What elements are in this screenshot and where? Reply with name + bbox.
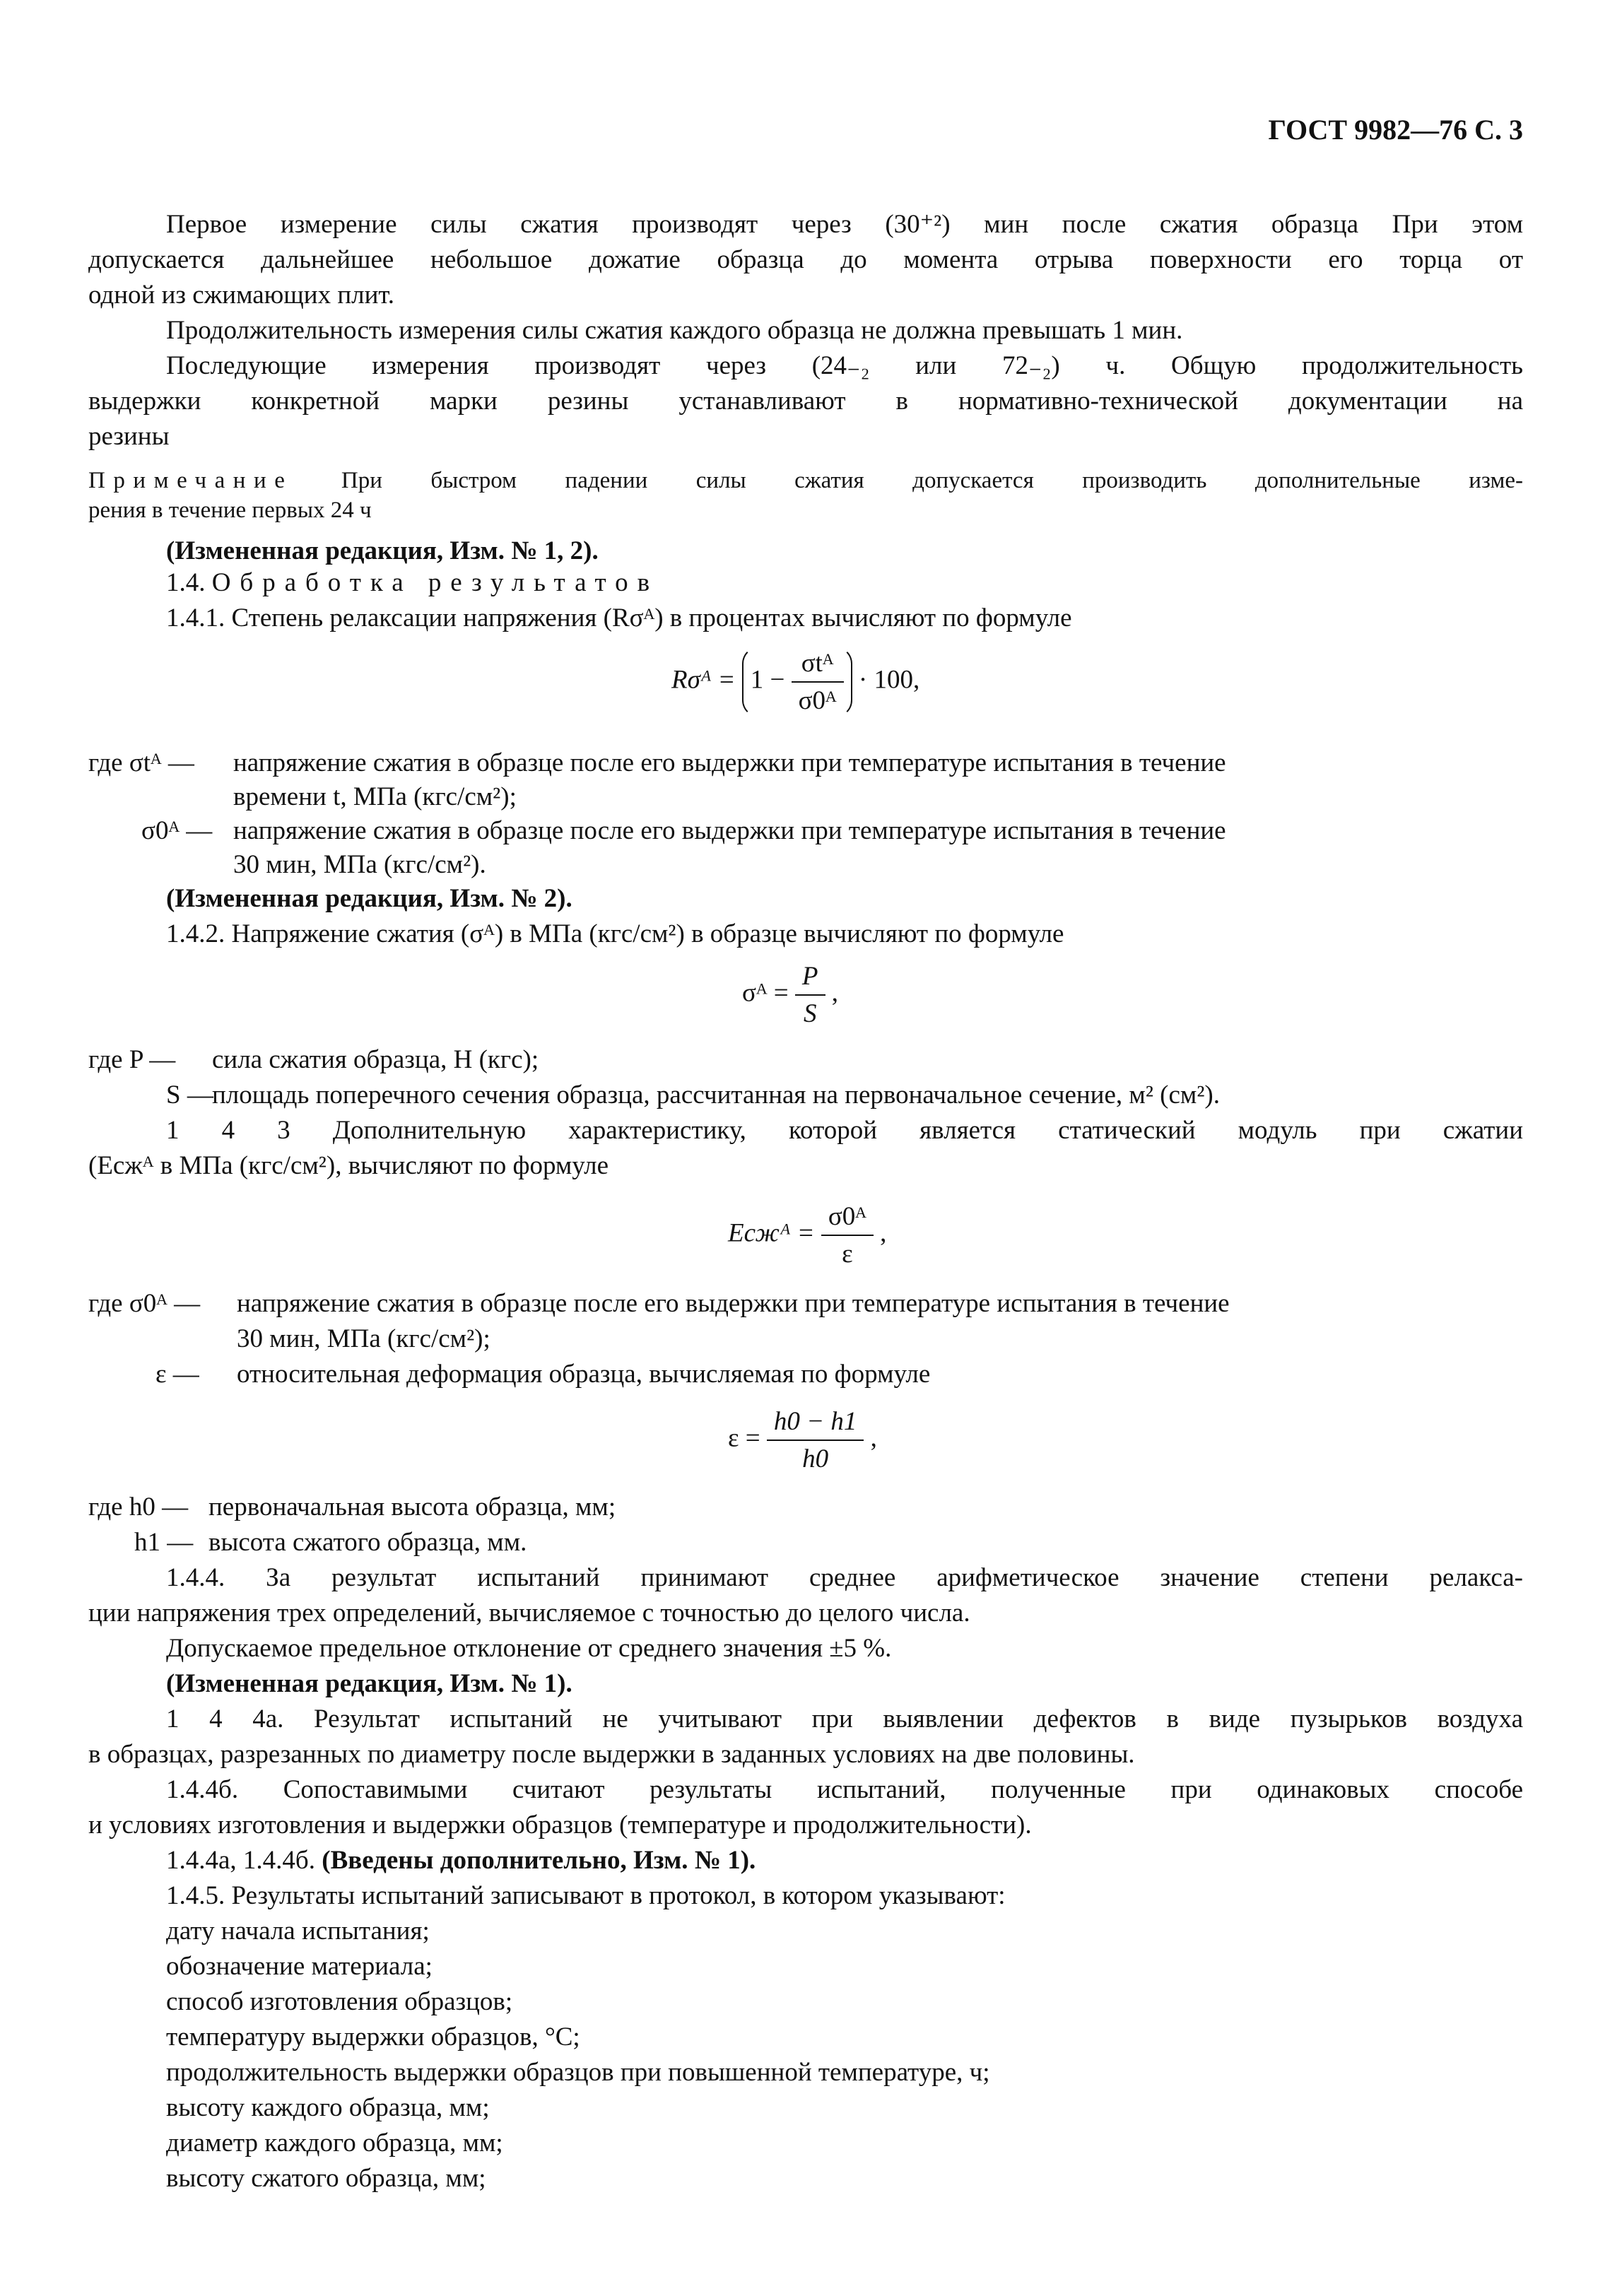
list-item: обозначение материала; [166, 1952, 433, 1981]
paragraph-line: 1.4.2. Напряжение сжатия (σᴬ) в МПа (кгс/см²) в образце вычисляют по формуле [166, 919, 1064, 948]
note-line: Примечание При быстром падении силы сжатия допускается производить дополнительные изме- [88, 468, 1523, 493]
paragraph-line: 1.4.4б. Сопоставимыми считают результаты испытаний, полученные при одинаковых способе [166, 1775, 1523, 1804]
paragraph-line: 1.4.5. Результаты испытаний записывают в протокол, в котором указывают: [166, 1881, 1006, 1910]
amendment: (Измененная редакция, Изм. № 1). [166, 1669, 572, 1698]
paragraph-line: в образцах, разрезанных по диаметру после выдержки в заданных условиях на две половины. [88, 1740, 1135, 1769]
page-header: ГОСТ 9982—76 С. 3 [1268, 114, 1523, 146]
paragraph-line: Продолжительность измерения силы сжатия каждого образца не должна превышать 1 мин. [166, 316, 1183, 345]
list-item: продолжительность выдержки образцов при повышенной температуре, ч; [166, 2058, 990, 2087]
formula-modulus: Eсжᴬ = $\frac{\text{σ0ᴬ}}{\varepsilon}$ , [728, 1202, 887, 1268]
definition-text: напряжение сжатия в образце после его выдержки при температуре испытания в течение [233, 748, 1226, 777]
paragraph-line: Последующие измерения производят через (24₋₂ или 72₋₂) ч. Общую продолжительность [166, 351, 1523, 380]
paragraph-line: одной из сжимающих плит. [88, 281, 395, 310]
definition-symbol: σ0ᴬ — [141, 816, 213, 845]
formula-relaxation: Rσᴬ = 1 − $\frac{\text{σtᴬ}}{\text{σ0ᴬ}}$ · 100, [671, 647, 919, 717]
definition-text: 30 мин, МПа (кгс/см²); [237, 1324, 490, 1353]
amendment: (Измененная редакция, Изм. № 1, 2). [166, 536, 599, 565]
definition-symbol: h1 — [134, 1528, 194, 1557]
list-item: температуру выдержки образцов, °С; [166, 2023, 580, 2051]
amendment: (Измененная редакция, Изм. № 2). [166, 884, 572, 913]
definition-symbol: где σtᴬ — [88, 748, 194, 777]
paragraph-line: и условиях изготовления и выдержки образцов (температуре и продолжительности). [88, 1811, 1032, 1839]
paragraph-line: 1 4 3 Дополнительную характеристику, которой является статический модуль при сжатии [166, 1116, 1523, 1145]
paragraph-line: выдержки конкретной марки резины устанавливают в нормативно-технической документации на [88, 387, 1523, 416]
paragraph-line: Первое измерение силы сжатия производят через (30⁺²) мин после сжатия образца При этом [166, 210, 1523, 239]
definition-symbol: где σ0ᴬ — [88, 1289, 201, 1318]
definition-symbol: где P — [88, 1045, 176, 1074]
definition-text: высота сжатого образца, мм. [208, 1528, 527, 1557]
paragraph-line: допускается дальнейшее небольшое дожатие образца до момента отрыва поверхности его торца от [88, 245, 1523, 274]
paragraph-line: резины [88, 422, 170, 451]
formula-strain: ε = $\frac{h0 - h1}{h0}$ , [728, 1407, 877, 1473]
paragraph-line: (Eсжᴬ в МПа (кгс/см²), вычисляют по формуле [88, 1151, 609, 1180]
formula-stress: σᴬ = $\frac{P}{S}$ , [742, 962, 839, 1028]
paragraph-line: 1.4.4. За результат испытаний принимают среднее арифметическое значение степени релакса- [166, 1563, 1523, 1592]
list-item: дату начала испытания; [166, 1917, 430, 1945]
paragraph-line: 1 4 4а. Результат испытаний не учитывают при выявлении дефектов в виде пузырьков воздуха [166, 1705, 1523, 1733]
definition-text: площадь поперечного сечения образца, рассчитанная на первоначальное сечение, м² (см²). [212, 1081, 1220, 1109]
definition-text: напряжение сжатия в образце после его выдержки при температуре испытания в течение [237, 1289, 1230, 1318]
paragraph-line: ции напряжения трех определений, вычисляемое с точностью до целого числа. [88, 1599, 970, 1627]
paragraph-line: 1.4.1. Степень релаксации напряжения (Rσᴬ) в процентах вычисляют по формуле [166, 604, 1072, 632]
definition-symbol: S — [166, 1081, 213, 1109]
section-heading: 1.4. Обработка результатов [166, 568, 659, 597]
list-item: высоту сжатого образца, мм; [166, 2164, 486, 2193]
list-item: диаметр каждого образца, мм; [166, 2129, 503, 2157]
definition-text: первоначальная высота образца, мм; [208, 1493, 616, 1521]
definition-text: относительная деформация образца, вычисляемая по формуле [237, 1360, 931, 1389]
definition-text: времени t, МПа (кгс/см²); [233, 782, 517, 811]
list-item: высоту каждого образца, мм; [166, 2093, 490, 2122]
list-item: способ изготовления образцов; [166, 1987, 513, 2016]
definition-text: напряжение сжатия в образце после его выдержки при температуре испытания в течение [233, 816, 1226, 845]
definition-symbol: ε — [155, 1360, 199, 1389]
paragraph-line: Допускаемое предельное отклонение от среднего значения ±5 %. [166, 1634, 892, 1663]
amendment: 1.4.4а, 1.4.4б. (Введены дополнительно, Изм. № 1). [166, 1846, 756, 1875]
definition-symbol: где h0 — [88, 1493, 189, 1521]
definition-text: 30 мин, МПа (кгс/см²). [233, 850, 486, 879]
definition-text: сила сжатия образца, Н (кгс); [212, 1045, 539, 1074]
note-line: рения в течение первых 24 ч [88, 498, 372, 523]
note-label: Примечание [88, 468, 293, 493]
